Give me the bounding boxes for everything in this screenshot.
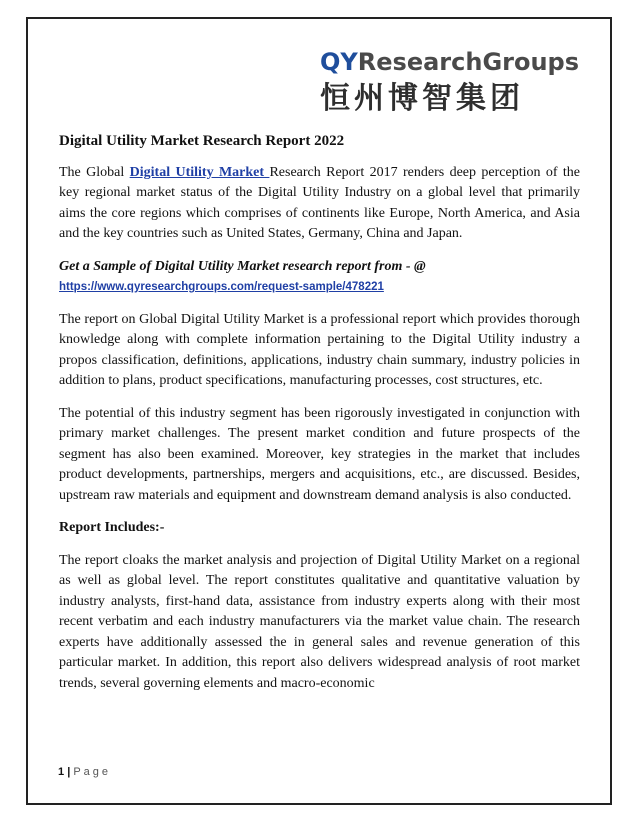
paragraph-report-includes: The report cloaks the market analysis and projection of Digital Utility Market on a regional as well as global level. The report constitutes qualitative and quantitative valuation by industry analysts, first-hand data, assistance from industry experts along with their most recent verbatim and each industry manufacturers via the market value chain. The research experts have additionally assessed the in general sales and revenue generation of this particular market. In addition, this report also delivers widespread analysis of root market trends, several governing elements and macro-economic — [59, 552, 580, 691]
page-label: Page — [73, 766, 112, 778]
intro-text-before: The Global — [59, 164, 130, 180]
logo-brand-name — [320, 48, 592, 76]
sample-request-label: Get a Sample of Digital Utility Market research report from - @ — [59, 258, 426, 274]
logo-brand-prefix: QY — [320, 48, 358, 76]
logo-chinese-name: 恒州博智集团 — [320, 81, 524, 116]
intro-paragraph — [59, 163, 580, 245]
report-body — [59, 131, 580, 706]
report-title: Digital Utility Market Research Report 2022 — [59, 133, 345, 149]
sample-request-link[interactable]: https://www.qyresearchgroups.com/request-sample/478221 — [59, 281, 384, 293]
intro-text-after: Research Report 2017 renders deep perception of the key regional market status of the Digital Utility Industry on a global level that primarily aims the core regions which comprises of continents like Europe, North America, and Asia and the key countries such as United States, Germany, China and Japan. — [59, 164, 581, 241]
paragraph-potential: The potential of this industry segment has been rigorously investigated in conjunction with primary market challenges. The present market condition and future prospects of the segment has also been examined. Moreover, key strategies in the market that includes product developments, partnerships, mergers and acquisitions, etc., are discussed. Besides, upstream raw materials and equipment and downstream demand analysis is also conducted. — [59, 405, 580, 503]
page-footer — [58, 766, 111, 778]
footer-separator: | — [67, 766, 71, 778]
paragraph-overview: The report on Global Digital Utility Market is a professional report which provides thorough knowledge along with complete information pertaining to the Digital Utility industry a propos classification, definitions, applications, industry chain summary, industry policies in addition to plans, product specifications, manufacturing processes, cost structures, etc. — [59, 311, 580, 388]
page-number: 1 — [58, 766, 65, 778]
market-link[interactable]: Digital Utility Market — [129, 164, 270, 180]
logo-brand-rest: ResearchGroups — [357, 48, 580, 76]
company-logo — [320, 48, 592, 116]
report-includes-heading: Report Includes:- — [59, 520, 165, 535]
